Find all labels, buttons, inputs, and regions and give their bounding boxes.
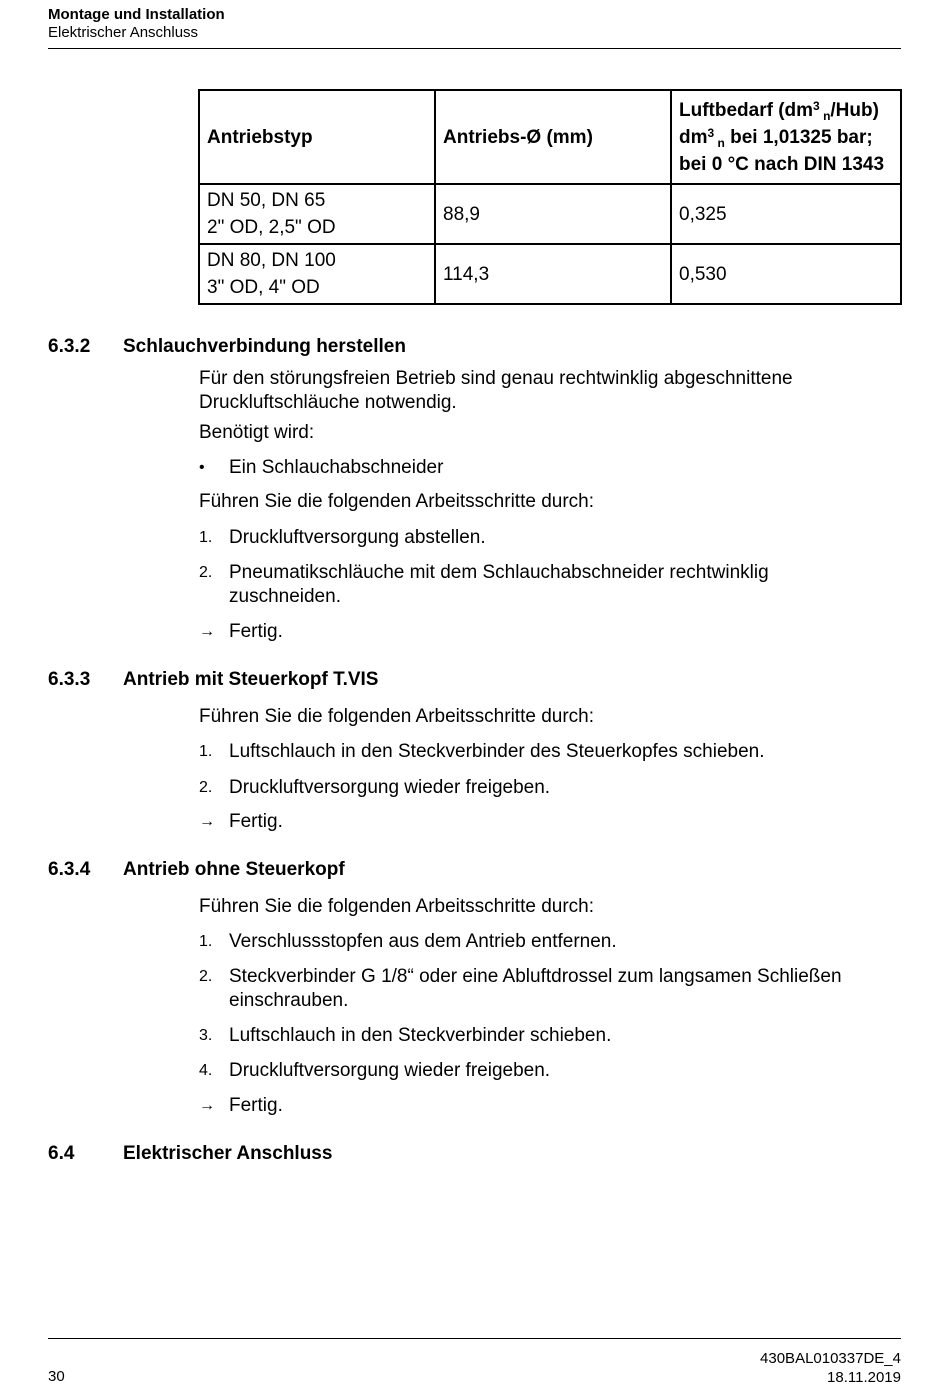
page-number: 30	[48, 1368, 65, 1385]
table-row	[199, 184, 901, 244]
result-arrow-icon: →	[199, 623, 215, 640]
step-item: 1. Luftschlauch in den Steckverbinder des Steuerkopfes schieben.	[199, 741, 765, 762]
step-item: 2. Druckluftversorgung wieder freigeben.	[199, 777, 551, 798]
footer-rule	[48, 1338, 901, 1339]
step-item: 2. Pneumatikschläuche mit dem Schlauchabschneider rechtwinklig zuschneiden.	[199, 562, 769, 607]
doc-id: 430BAL010337DE_4	[760, 1350, 901, 1367]
cell-drive-type: DN 80, DN 100 3" OD, 4" OD	[199, 244, 435, 304]
header-air-demand: Luftbedarf ($dm^3$ $_n$/Hub) $dm^3$ $_n$ bei 1,01325 bar; bei 0 °C nach DIN 1343	[671, 90, 901, 184]
table-row	[199, 244, 901, 304]
section-heading-6-3-3: 6.3.3 Antrieb mit Steuerkopf T.VIS	[48, 669, 379, 690]
result-item: → Fertig.	[199, 1095, 283, 1116]
header-section: Elektrischer Anschluss	[48, 24, 199, 41]
step-item: 1. Verschlussstopfen aus dem Antrieb entfernen.	[199, 931, 617, 952]
running-header	[48, 6, 225, 42]
steps-lead: Führen Sie die folgenden Arbeitsschritte durch:	[199, 896, 595, 917]
footer-doc-info	[760, 1349, 901, 1387]
section-heading-6-4: 6.4 Elektrischer Anschluss	[48, 1143, 333, 1164]
step-item: 2. Steckverbinder G 1/8“ oder eine Abluftdrossel zum langsamen Schließen einschrauben.	[199, 966, 842, 1011]
header-drive-type: Antriebstyp	[199, 90, 435, 184]
steps-lead: Führen Sie die folgenden Arbeitsschritte durch:	[199, 491, 595, 512]
result-item: → Fertig.	[199, 621, 283, 642]
steps-lead: Führen Sie die folgenden Arbeitsschritte durch:	[199, 706, 595, 727]
doc-date: 18.11.2019	[827, 1369, 901, 1386]
cell-diameter: 114,3	[435, 244, 671, 304]
result-arrow-icon: →	[199, 1097, 215, 1114]
cell-drive-type: DN 50, DN 65 2" OD, 2,5" OD	[199, 184, 435, 244]
section-heading-6-3-2: 6.3.2 Schlauchverbindung herstellen	[48, 336, 406, 357]
header-rule	[48, 48, 901, 49]
air-demand-table	[198, 89, 902, 305]
step-item: 4. Druckluftversorgung wieder freigeben.	[199, 1060, 551, 1081]
list-item: • Ein Schlauchabschneider	[199, 457, 444, 478]
result-item: → Fertig.	[199, 811, 283, 832]
cell-air-demand: 0,530	[671, 244, 901, 304]
cell-diameter: 88,9	[435, 184, 671, 244]
needed-label: Benötigt wird:	[199, 422, 315, 443]
result-arrow-icon: →	[199, 813, 215, 830]
cell-air-demand: 0,325	[671, 184, 901, 244]
header-diameter: Antriebs-Ø (mm)	[435, 90, 671, 184]
header-chapter: Montage und Installation	[48, 6, 225, 23]
step-item: 3. Luftschlauch in den Steckverbinder schieben.	[199, 1025, 612, 1046]
step-item: 1. Druckluftversorgung abstellen.	[199, 527, 486, 548]
intro-paragraph: Für den störungsfreien Betrieb sind genau rechtwinklig abgeschnittene Druckluftschläuche notwendig.	[199, 368, 793, 413]
bullet-dot-icon: •	[199, 459, 205, 476]
section-heading-6-3-4: 6.3.4 Antrieb ohne Steuerkopf	[48, 859, 345, 880]
table-header-row	[199, 90, 901, 184]
